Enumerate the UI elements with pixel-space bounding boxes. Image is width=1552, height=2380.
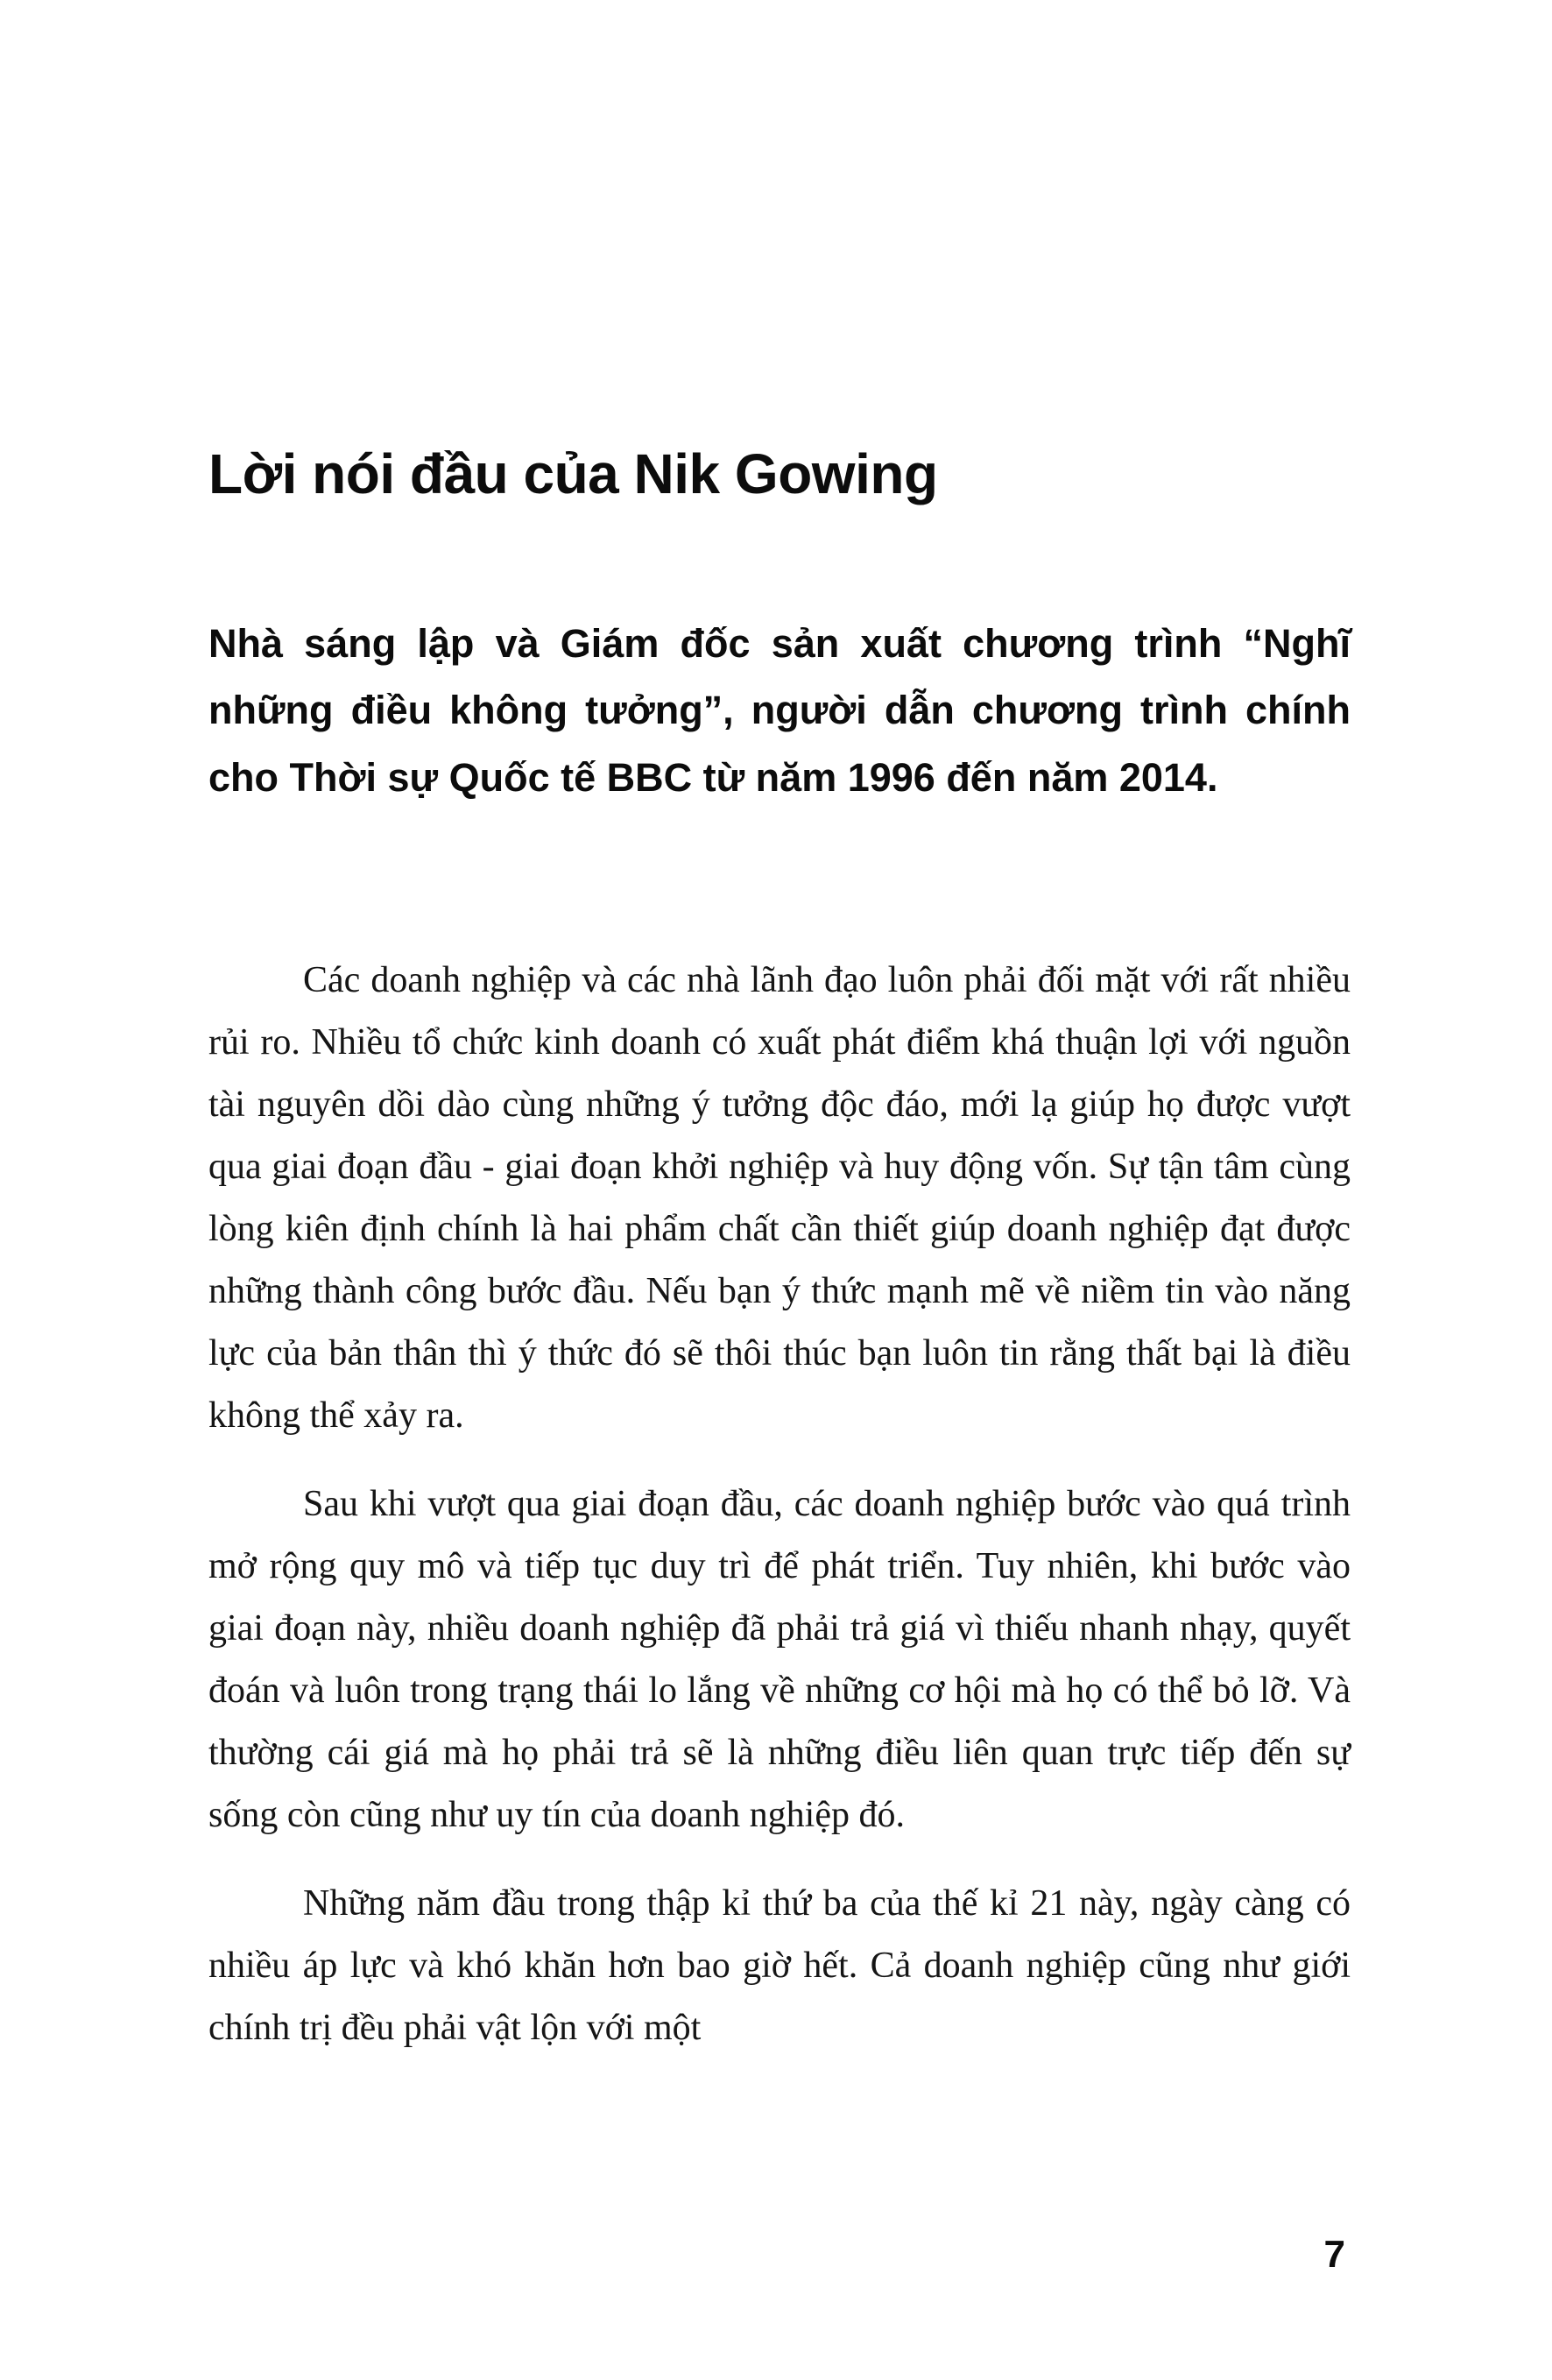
paragraph-1: Các doanh nghiệp và các nhà lãnh đạo luôn phải đối mặt với rất nhiều rủi ro. Nhiều tổ chức kinh doanh có xuất phát điểm khá thuận lợi với nguồn tài nguyên dồi dào cùng những ý tưởng độc đáo, mới lạ giúp họ được vượt qua giai đoạn đầu - giai đoạn khởi nghiệp và huy động vốn. Sự tận tâm cùng lòng kiên định chính là hai phẩm chất cần thiết giúp doanh nghiệp đạt được những thành công bước đầu. Nếu bạn ý thức mạnh mẽ về niềm tin vào năng lực của bản thân thì ý thức đó sẽ thôi thúc bạn luôn tin rằng thất bại là điều không thể xảy ra. (208, 960, 1351, 1437)
page-number: 7 (1323, 2233, 1345, 2276)
author-byline: Nhà sáng lập và Giám đốc sản xuất chương trình “Nghĩ những điều không tưởng”, người dẫn chương trình chính cho Thời sự Quốc tế BBC từ năm 1996 đến năm 2014. (208, 620, 1351, 800)
paragraph-2: Sau khi vượt qua giai đoạn đầu, các doanh nghiệp bước vào quá trình mở rộng quy mô và tiếp tục duy trì để phát triển. Tuy nhiên, khi bước vào giai đoạn này, nhiều doanh nghiệp đã phải trả giá vì thiếu nhanh nhạy, quyết đoán và luôn trong trạng thái lo lắng về những cơ hội mà họ có thể bỏ lỡ. Và thường cái giá mà họ phải trả sẽ là những điều liên quan trực tiếp đến sự sống còn cũng như uy tín của doanh nghiệp đó. (208, 1484, 1351, 1836)
paragraph-3: Những năm đầu trong thập kỉ thứ ba của thế kỉ 21 này, ngày càng có nhiều áp lực và khó khăn hơn bao giờ hết. Cả doanh nghiệp cũng như giới chính trị đều phải vật lộn với một (208, 1883, 1351, 2049)
chapter-title: Lời nói đầu của Nik Gowing (208, 442, 938, 505)
page-content (208, 442, 1351, 2059)
body-text (208, 950, 1351, 2059)
